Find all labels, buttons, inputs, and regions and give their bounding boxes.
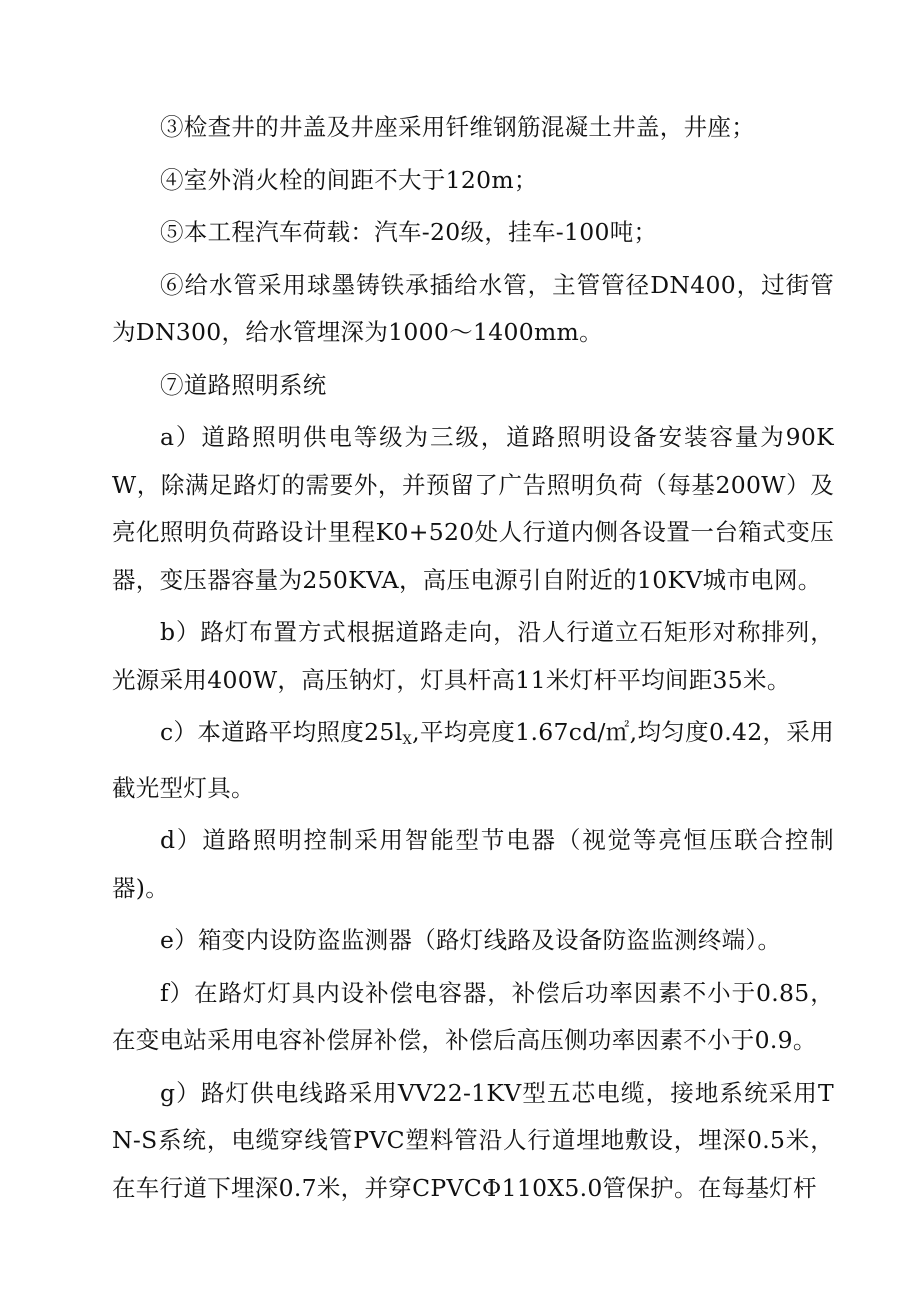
paragraph-vehicle-load: ⑤本工程汽车荷载：汽车-20级，挂车-100吨； bbox=[160, 218, 658, 246]
lux-subscript: X bbox=[402, 733, 413, 748]
paragraph-lighting-heading: ⑦道路照明系统 bbox=[160, 370, 327, 399]
paragraph-lighting-c bbox=[112, 709, 834, 812]
paragraph-lighting-a: a）道路照明供电等级为三级，道路照明设备安装容量为90KW，除满足路灯的需要外，并预留了广告照明负荷（每基200W）及亮化照明负荷路设计里程K0+520处人行道内侧各设置一台箱式变压器，变压器容量为250KVA，高压电源引自附近的10KV城市电网。 bbox=[112, 423, 834, 594]
paragraph-lighting-f: f）在路灯灯具内设补偿电容器，补偿后功率因素不小于0.85，在变电站采用电容补偿屏补偿，补偿后高压侧功率因素不小于0.9。 bbox=[112, 978, 834, 1054]
paragraph-fire-hydrant: ④室外消火栓的间距不大于120m； bbox=[160, 165, 538, 194]
para-c-text-after: ,平均亮度1.67cd/㎡,均匀度0.42，采用截光型灯具。 bbox=[112, 718, 834, 802]
para-c-text-before: c）本道路平均照度25l bbox=[160, 718, 403, 746]
paragraph-water-pipe: ⑥给水管采用球墨铸铁承插给水管，主管管径DN400，过街管为DN300，给水管埋深为1000～1400mm。 bbox=[112, 270, 834, 346]
document-body bbox=[112, 104, 834, 1217]
paragraph-lighting-d: d）道路照明控制采用智能型节电器（视觉等亮恒压联合控制器)。 bbox=[112, 826, 834, 902]
paragraph-lighting-g: g）路灯供电线路采用VV22-1KV型五芯电缆，接地系统采用TN-S系统，电缆穿线管PVC塑料管沿人行道埋地敷设，埋深0.5米，在车行道下埋深0.7米，并穿CPVCΦ110X5.0管保护。在每基灯杆 bbox=[112, 1078, 834, 1202]
paragraph-lighting-b: b）路灯布置方式根据道路走向，沿人行道立石矩形对称排列，光源采用400W，高压钠灯，灯具杆高11米灯杆平均间距35米。 bbox=[112, 618, 834, 694]
paragraph-manhole-cover: ③检查井的井盖及井座采用钎维钢筋混凝土井盖，井座； bbox=[160, 113, 755, 141]
paragraph-lighting-e: e）箱变内设防盗监测器（路灯线路及设备防盗监测终端）。 bbox=[160, 926, 782, 954]
